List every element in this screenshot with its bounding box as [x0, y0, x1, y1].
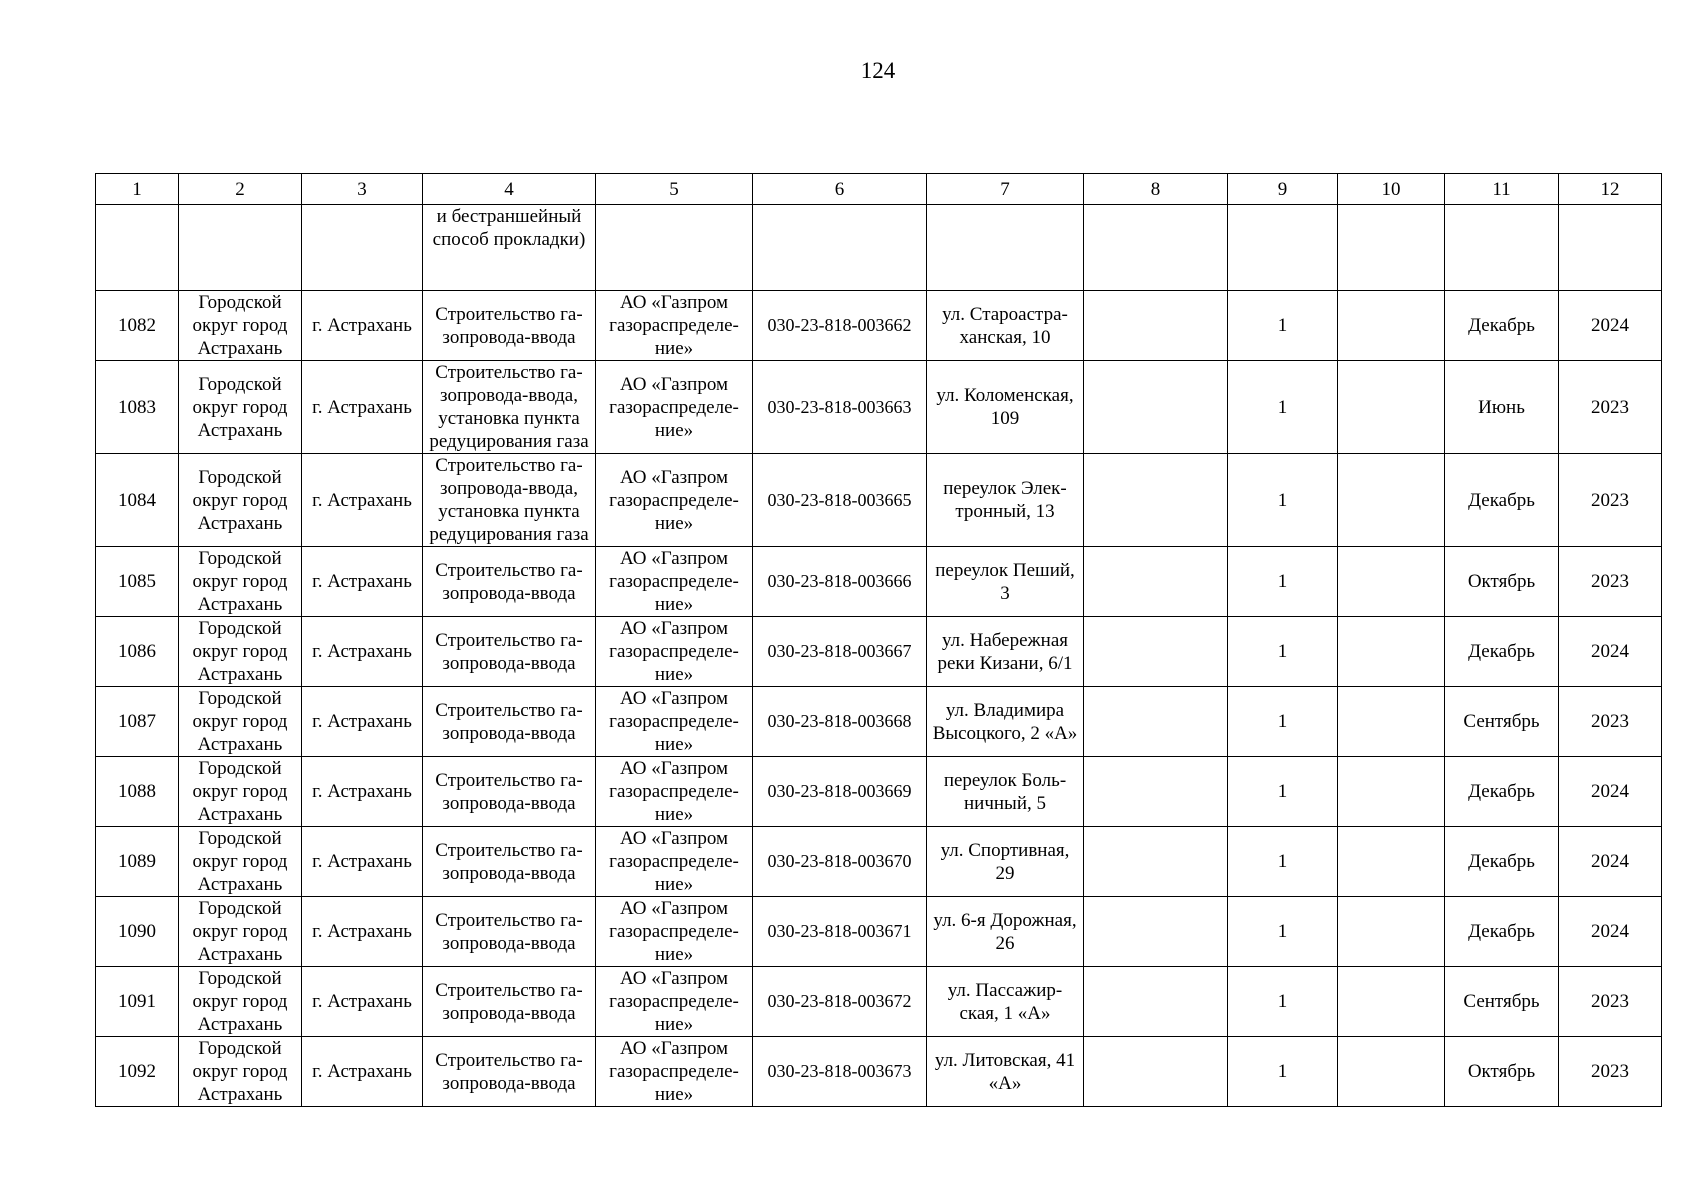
table-row: [96, 827, 1662, 897]
work-description-cell: Строительство га-зопровода-ввода: [423, 827, 596, 897]
row-number: 1082: [96, 291, 179, 361]
row-number: 1087: [96, 687, 179, 757]
data-table: [95, 173, 1662, 1107]
column-8-cell: [1084, 757, 1228, 827]
work-description-cell: Строительство га-зопровода-ввода: [423, 617, 596, 687]
city-cell: г. Астрахань: [302, 967, 423, 1037]
city-cell: г. Астрахань: [302, 897, 423, 967]
year-cell: 2023: [1559, 547, 1662, 617]
month-cell: Сентябрь: [1445, 967, 1559, 1037]
column-10-cell: [1338, 454, 1445, 547]
object-code-cell: 030-23-818-003667: [753, 617, 927, 687]
column-number: 6: [753, 174, 927, 205]
district-cell: Городской округ город Астрахань: [179, 757, 302, 827]
column-10-cell: [1338, 361, 1445, 454]
object-code-cell: 030-23-818-003665: [753, 454, 927, 547]
district-cell: Городской округ город Астрахань: [179, 967, 302, 1037]
month-cell: Декабрь: [1445, 617, 1559, 687]
table-row: [96, 547, 1662, 617]
year-cell: 2023: [1559, 361, 1662, 454]
district-cell: Городской округ город Астрахань: [179, 617, 302, 687]
column-number: 7: [927, 174, 1084, 205]
work-description-cell: Строительство га-зопровода-ввода: [423, 757, 596, 827]
work-description-cell: Строительство га-зопровода-ввода: [423, 687, 596, 757]
continuation-text: и бестраншейный способ прокладки): [423, 205, 596, 291]
district-cell: Городской округ город Астрахань: [179, 687, 302, 757]
district-cell: Городской округ город Астрахань: [179, 827, 302, 897]
table-row: [96, 967, 1662, 1037]
quantity-cell: 1: [1228, 547, 1338, 617]
organization-cell: АО «Газпром газораспределе-ние»: [596, 361, 753, 454]
district-cell: Городской округ город Астрахань: [179, 1037, 302, 1107]
address-cell: переулок Элек-тронный, 13: [927, 454, 1084, 547]
address-cell: ул. Набережная реки Кизани, 6/1: [927, 617, 1084, 687]
district-cell: Городской округ город Астрахань: [179, 361, 302, 454]
city-cell: г. Астрахань: [302, 617, 423, 687]
city-cell: г. Астрахань: [302, 454, 423, 547]
organization-cell: АО «Газпром газораспределе-ние»: [596, 967, 753, 1037]
row-number: 1092: [96, 1037, 179, 1107]
column-number: 3: [302, 174, 423, 205]
table-row: [96, 757, 1662, 827]
address-cell: ул. 6-я Дорожная, 26: [927, 897, 1084, 967]
column-number: 1: [96, 174, 179, 205]
empty-cell: [753, 205, 927, 291]
quantity-cell: 1: [1228, 291, 1338, 361]
organization-cell: АО «Газпром газораспределе-ние»: [596, 1037, 753, 1107]
address-cell: ул. Спортивная, 29: [927, 827, 1084, 897]
table-row: [96, 687, 1662, 757]
object-code-cell: 030-23-818-003668: [753, 687, 927, 757]
object-code-cell: 030-23-818-003672: [753, 967, 927, 1037]
column-8-cell: [1084, 547, 1228, 617]
address-cell: ул. Литовская, 41 «А»: [927, 1037, 1084, 1107]
month-cell: Октябрь: [1445, 1037, 1559, 1107]
empty-cell: [1338, 205, 1445, 291]
continuation-row: [96, 205, 1662, 291]
column-number: 4: [423, 174, 596, 205]
table-row: [96, 1037, 1662, 1107]
month-cell: Декабрь: [1445, 757, 1559, 827]
month-cell: Декабрь: [1445, 291, 1559, 361]
month-cell: Сентябрь: [1445, 687, 1559, 757]
work-description-cell: Строительство га-зопровода-ввода: [423, 547, 596, 617]
column-number: 9: [1228, 174, 1338, 205]
table-row: [96, 617, 1662, 687]
year-cell: 2024: [1559, 617, 1662, 687]
column-number: 10: [1338, 174, 1445, 205]
quantity-cell: 1: [1228, 617, 1338, 687]
address-cell: переулок Боль-ничный, 5: [927, 757, 1084, 827]
column-8-cell: [1084, 617, 1228, 687]
table-row: [96, 454, 1662, 547]
year-cell: 2023: [1559, 454, 1662, 547]
empty-cell: [927, 205, 1084, 291]
table-row: [96, 361, 1662, 454]
column-8-cell: [1084, 827, 1228, 897]
quantity-cell: 1: [1228, 757, 1338, 827]
object-code-cell: 030-23-818-003662: [753, 291, 927, 361]
month-cell: Декабрь: [1445, 454, 1559, 547]
district-cell: Городской округ город Астрахань: [179, 897, 302, 967]
organization-cell: АО «Газпром газораспределе-ние»: [596, 291, 753, 361]
column-8-cell: [1084, 361, 1228, 454]
district-cell: Городской округ город Астрахань: [179, 547, 302, 617]
city-cell: г. Астрахань: [302, 547, 423, 617]
work-description-cell: Строительство га-зопровода-ввода: [423, 967, 596, 1037]
row-number: 1086: [96, 617, 179, 687]
empty-cell: [1228, 205, 1338, 291]
address-cell: переулок Пеший, 3: [927, 547, 1084, 617]
row-number: 1083: [96, 361, 179, 454]
row-number: 1090: [96, 897, 179, 967]
object-code-cell: 030-23-818-003663: [753, 361, 927, 454]
organization-cell: АО «Газпром газораспределе-ние»: [596, 757, 753, 827]
empty-cell: [1084, 205, 1228, 291]
row-number: 1089: [96, 827, 179, 897]
year-cell: 2023: [1559, 1037, 1662, 1107]
column-number: 12: [1559, 174, 1662, 205]
object-code-cell: 030-23-818-003671: [753, 897, 927, 967]
column-10-cell: [1338, 967, 1445, 1037]
city-cell: г. Астрахань: [302, 1037, 423, 1107]
object-code-cell: 030-23-818-003666: [753, 547, 927, 617]
organization-cell: АО «Газпром газораспределе-ние»: [596, 687, 753, 757]
year-cell: 2023: [1559, 687, 1662, 757]
column-number-row: [96, 174, 1662, 205]
month-cell: Декабрь: [1445, 827, 1559, 897]
organization-cell: АО «Газпром газораспределе-ние»: [596, 454, 753, 547]
column-number: 11: [1445, 174, 1559, 205]
quantity-cell: 1: [1228, 1037, 1338, 1107]
column-10-cell: [1338, 827, 1445, 897]
column-8-cell: [1084, 291, 1228, 361]
table-row: [96, 291, 1662, 361]
empty-cell: [1445, 205, 1559, 291]
organization-cell: АО «Газпром газораспределе-ние»: [596, 827, 753, 897]
month-cell: Декабрь: [1445, 897, 1559, 967]
column-10-cell: [1338, 687, 1445, 757]
quantity-cell: 1: [1228, 361, 1338, 454]
column-number: 8: [1084, 174, 1228, 205]
quantity-cell: 1: [1228, 454, 1338, 547]
quantity-cell: 1: [1228, 827, 1338, 897]
row-number: 1091: [96, 967, 179, 1037]
year-cell: 2024: [1559, 291, 1662, 361]
column-10-cell: [1338, 291, 1445, 361]
table-row: [96, 897, 1662, 967]
page-number: 124: [860, 58, 896, 83]
organization-cell: АО «Газпром газораспределе-ние»: [596, 897, 753, 967]
month-cell: Июнь: [1445, 361, 1559, 454]
column-8-cell: [1084, 454, 1228, 547]
work-description-cell: Строительство га-зопровода-ввода: [423, 1037, 596, 1107]
column-8-cell: [1084, 1037, 1228, 1107]
column-8-cell: [1084, 687, 1228, 757]
column-number: 2: [179, 174, 302, 205]
city-cell: г. Астрахань: [302, 687, 423, 757]
address-cell: ул. Староастра-ханская, 10: [927, 291, 1084, 361]
row-number: 1085: [96, 547, 179, 617]
object-code-cell: 030-23-818-003670: [753, 827, 927, 897]
column-10-cell: [1338, 1037, 1445, 1107]
work-description-cell: Строительство га-зопровода-ввода: [423, 291, 596, 361]
empty-cell: [179, 205, 302, 291]
column-8-cell: [1084, 897, 1228, 967]
column-10-cell: [1338, 617, 1445, 687]
quantity-cell: 1: [1228, 897, 1338, 967]
organization-cell: АО «Газпром газораспределе-ние»: [596, 617, 753, 687]
address-cell: ул. Владимира Высоцкого, 2 «А»: [927, 687, 1084, 757]
city-cell: г. Астрахань: [302, 291, 423, 361]
column-8-cell: [1084, 967, 1228, 1037]
year-cell: 2024: [1559, 897, 1662, 967]
organization-cell: АО «Газпром газораспределе-ние»: [596, 547, 753, 617]
row-number: 1084: [96, 454, 179, 547]
city-cell: г. Астрахань: [302, 827, 423, 897]
quantity-cell: 1: [1228, 687, 1338, 757]
quantity-cell: 1: [1228, 967, 1338, 1037]
year-cell: 2023: [1559, 967, 1662, 1037]
empty-cell: [96, 205, 179, 291]
district-cell: Городской округ город Астрахань: [179, 291, 302, 361]
column-10-cell: [1338, 757, 1445, 827]
work-description-cell: Строительство га-зопровода-ввода, установка пункта редуцирования газа: [423, 454, 596, 547]
work-description-cell: Строительство га-зопровода-ввода, установка пункта редуцирования газа: [423, 361, 596, 454]
empty-cell: [1559, 205, 1662, 291]
object-code-cell: 030-23-818-003673: [753, 1037, 927, 1107]
month-cell: Октябрь: [1445, 547, 1559, 617]
empty-cell: [302, 205, 423, 291]
empty-cell: [596, 205, 753, 291]
district-cell: Городской округ город Астрахань: [179, 454, 302, 547]
column-10-cell: [1338, 547, 1445, 617]
column-10-cell: [1338, 897, 1445, 967]
object-code-cell: 030-23-818-003669: [753, 757, 927, 827]
address-cell: ул. Пассажир-ская, 1 «А»: [927, 967, 1084, 1037]
row-number: 1088: [96, 757, 179, 827]
year-cell: 2024: [1559, 757, 1662, 827]
column-number: 5: [596, 174, 753, 205]
city-cell: г. Астрахань: [302, 757, 423, 827]
work-description-cell: Строительство га-зопровода-ввода: [423, 897, 596, 967]
address-cell: ул. Коломенская, 109: [927, 361, 1084, 454]
city-cell: г. Астрахань: [302, 361, 423, 454]
year-cell: 2024: [1559, 827, 1662, 897]
